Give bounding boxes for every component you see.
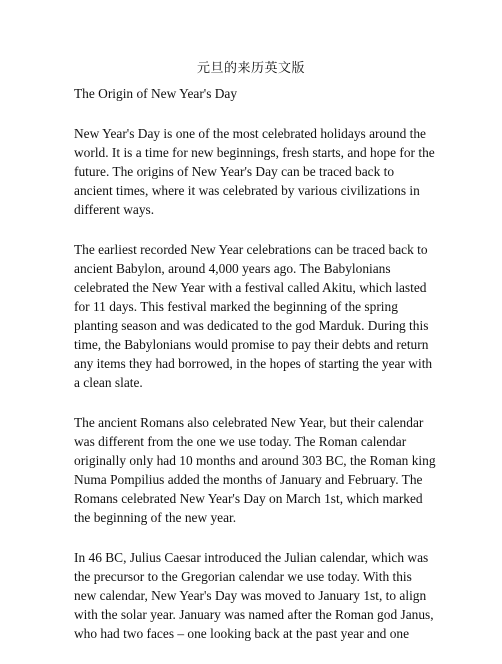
paragraph-3: The ancient Romans also celebrated New Year, but their calendar was different from the one we use today. The Roman calendar originally only had 10 months and around 303 BC, the Roman king Numa Pompilius added the months of January and February. The Romans celebrated New Year's Day on March 1st, which marked the beginning of the new year.: [74, 415, 436, 525]
paragraph-4: In 46 BC, Julius Caesar introduced the Julian calendar, which was the precursor to the Gregorian calendar we use today. With this new calendar, New Year's Day was moved to January 1st, to align with the solar year. January was named after the Roman god Janus, who had two faces – one looking back at the past year and one: [74, 550, 434, 641]
document-title: 元旦的来历英文版: [196, 60, 305, 75]
document-body: [74, 84, 436, 664]
paragraph-1: New Year's Day is one of the most celebrated holidays around the world. It is a time for new beginnings, fresh starts, and hope for the future. The origins of New Year's Day can be traced back to ancient times, where it was celebrated by various civilizations in different ways.: [74, 126, 435, 217]
document-subtitle: The Origin of New Year's Day: [74, 86, 238, 101]
paragraph-2: The earliest recorded New Year celebrations can be traced back to ancient Babylon, around 4,000 years ago. The Babylonians celebrated the New Year with a festival called Akitu, which lasted for 11 days. This festival marked the beginning of the spring planting season and was dedicated to the god Marduk. During this time, the Babylonians would promise to pay their debts and return any items they had borrowed, in the hopes of starting the year with a clean slate.: [74, 242, 433, 390]
